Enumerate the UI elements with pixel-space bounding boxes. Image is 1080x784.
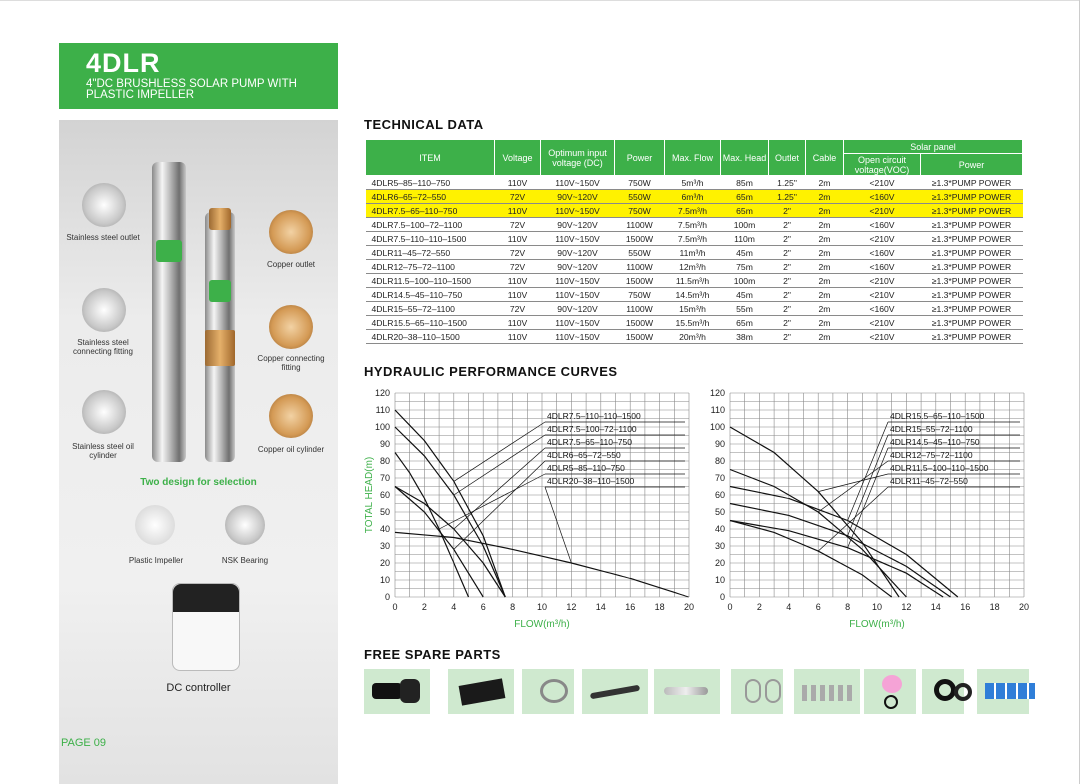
table-cell-head: 100m	[721, 218, 769, 232]
technical-data-table	[365, 139, 1023, 344]
y-tick-label: 10	[379, 575, 390, 585]
table-cell-optimum: 110V~150V	[541, 176, 615, 190]
series-legend-label: 4DLR7.5–110–110–1500	[547, 411, 641, 421]
legend-leader-line	[454, 461, 545, 549]
part-label: Stainless steel outlet	[66, 233, 140, 242]
table-cell-head: 75m	[721, 260, 769, 274]
table-cell-item: 4DLR5–85–110–750	[366, 176, 495, 190]
table-cell-optimum: 110V~150V	[541, 288, 615, 302]
table-cell-item: 4DLR15.5–65–110–1500	[366, 316, 495, 330]
table-cell-outlet: 2"	[769, 288, 806, 302]
table-row	[366, 316, 1023, 330]
part-label: Copper connecting fitting	[257, 354, 325, 372]
table-cell-solar-power: ≥1.3*PUMP POWER	[921, 204, 1023, 218]
table-cell-power: 550W	[615, 190, 665, 204]
model-subtitle: 4"DC BRUSHLESS SOLAR PUMP WITH PLASTIC IMPELLER	[86, 78, 297, 101]
y-tick-label: 30	[379, 541, 390, 551]
table-cell-voc: <210V	[844, 288, 921, 302]
table-cell-head: 100m	[721, 274, 769, 288]
copper-outlet-part	[209, 208, 231, 230]
table-cell-outlet: 2"	[769, 316, 806, 330]
y-tick-label: 80	[714, 456, 725, 466]
table-cell-cable: 2m	[806, 232, 844, 246]
part-label: Stainless steel oil cylinder	[72, 442, 134, 460]
x-tick-label: 2	[421, 602, 427, 612]
table-row	[366, 232, 1023, 246]
copper-outlet-icon	[269, 210, 313, 254]
col-header-voltage: Voltage	[495, 140, 541, 176]
table-cell-optimum: 110V~150V	[541, 274, 615, 288]
table-cell-optimum: 110V~150V	[541, 232, 615, 246]
product-image-panel	[59, 120, 338, 784]
performance-chart-right	[690, 383, 1035, 633]
table-cell-flow: 14.5m³/h	[665, 288, 721, 302]
table-row	[366, 288, 1023, 302]
x-tick-label: 20	[1018, 602, 1030, 612]
table-cell-voltage: 110V	[495, 274, 541, 288]
technical-data-title: TECHNICAL DATA	[364, 117, 484, 132]
page-border	[0, 0, 1080, 1]
table-cell-power: 750W	[615, 288, 665, 302]
x-tick-label: 20	[683, 602, 695, 612]
table-cell-flow: 7.5m³/h	[665, 232, 721, 246]
y-tick-label: 50	[714, 507, 725, 517]
series-legend-label: 4DLR6–65–72–550	[547, 450, 621, 460]
y-tick-label: 100	[709, 422, 725, 432]
x-tick-label: 4	[451, 602, 457, 612]
x-tick-label: 14	[930, 602, 941, 612]
pump-stainless-image	[152, 162, 186, 462]
table-cell-flow: 5m³/h	[665, 176, 721, 190]
x-tick-label: 0	[727, 602, 733, 612]
table-cell-voc: <210V	[844, 330, 921, 344]
rubber-sleeve-icon	[448, 669, 514, 714]
y-tick-label: 100	[374, 422, 390, 432]
table-cell-outlet: 2"	[769, 274, 806, 288]
table-cell-head: 85m	[721, 176, 769, 190]
nsk-bearing-icon	[225, 505, 265, 545]
x-tick-label: 6	[815, 602, 821, 612]
table-cell-item: 4DLR7.5–110–110–1500	[366, 232, 495, 246]
series-legend-label: 4DLR15.5–65–110–1500	[890, 411, 985, 421]
hose-clamp-icon	[522, 669, 574, 714]
table-row	[366, 218, 1023, 232]
col-header-solar: Solar panel	[844, 140, 1023, 154]
y-tick-label: 0	[384, 592, 390, 602]
table-row	[366, 330, 1023, 344]
cable-gland-icon	[654, 669, 720, 714]
table-cell-flow: 15.5m³/h	[665, 316, 721, 330]
table-cell-solar-power: ≥1.3*PUMP POWER	[921, 330, 1023, 344]
table-cell-outlet: 2"	[769, 302, 806, 316]
y-axis-label: TOTAL HEAD(m)	[364, 456, 375, 534]
table-cell-head: 55m	[721, 302, 769, 316]
dc-controller-image	[172, 583, 240, 671]
table-row	[366, 190, 1023, 204]
table-cell-power: 1100W	[615, 260, 665, 274]
table-cell-voc: <160V	[844, 260, 921, 274]
wire-hook-icon	[731, 669, 783, 714]
performance-chart-left	[355, 383, 700, 633]
y-tick-label: 60	[379, 490, 390, 500]
table-cell-flow: 15m³/h	[665, 302, 721, 316]
table-cell-item: 4DLR12–75–72–1100	[366, 260, 495, 274]
y-tick-label: 70	[379, 473, 390, 483]
copper-fitting-part	[205, 330, 235, 366]
table-cell-cable: 2m	[806, 330, 844, 344]
table-cell-solar-power: ≥1.3*PUMP POWER	[921, 246, 1023, 260]
header-banner	[59, 43, 338, 109]
table-row	[366, 302, 1023, 316]
y-tick-label: 50	[379, 507, 390, 517]
table-cell-voltage: 72V	[495, 246, 541, 260]
table-cell-cable: 2m	[806, 204, 844, 218]
table-cell-cable: 2m	[806, 288, 844, 302]
table-cell-head: 65m	[721, 190, 769, 204]
x-tick-label: 12	[566, 602, 577, 612]
table-cell-voltage: 72V	[495, 190, 541, 204]
x-tick-label: 16	[960, 602, 971, 612]
table-cell-head: 45m	[721, 288, 769, 302]
y-tick-label: 0	[719, 592, 725, 602]
table-cell-head: 110m	[721, 232, 769, 246]
cable-plug-icon	[364, 669, 430, 714]
series-legend-label: 4DLR7.5–100–72–1100	[547, 424, 637, 434]
table-cell-voltage: 110V	[495, 176, 541, 190]
table-cell-voltage: 110V	[495, 316, 541, 330]
table-cell-power: 750W	[615, 176, 665, 190]
series-legend-label: 4DLR15–55–72–1100	[890, 424, 973, 434]
legend-leader-line	[545, 487, 571, 563]
y-tick-label: 120	[374, 388, 390, 398]
series-legend-label: 4DLR20–38–110–1500	[547, 476, 635, 486]
table-cell-optimum: 90V~120V	[541, 218, 615, 232]
table-cell-item: 4DLR7.5–100–72–1100	[366, 218, 495, 232]
table-cell-power: 1100W	[615, 302, 665, 316]
table-cell-solar-power: ≥1.3*PUMP POWER	[921, 302, 1023, 316]
table-cell-flow: 7.5m³/h	[665, 218, 721, 232]
table-cell-outlet: 2"	[769, 204, 806, 218]
table-cell-item: 4DLR11.5–100–110–1500	[366, 274, 495, 288]
table-cell-voltage: 72V	[495, 302, 541, 316]
part-label: Copper outlet	[266, 260, 316, 269]
x-tick-label: 2	[756, 602, 762, 612]
part-label: Copper oil cylinder	[257, 445, 325, 454]
table-cell-voc: <160V	[844, 218, 921, 232]
table-cell-cable: 2m	[806, 274, 844, 288]
x-tick-label: 0	[392, 602, 398, 612]
table-cell-solar-power: ≥1.3*PUMP POWER	[921, 176, 1023, 190]
series-legend-label: 4DLR7.5–65–110–750	[547, 437, 632, 447]
table-cell-cable: 2m	[806, 218, 844, 232]
y-tick-label: 40	[379, 524, 390, 534]
table-cell-optimum: 90V~120V	[541, 246, 615, 260]
table-cell-item: 4DLR20–38–110–1500	[366, 330, 495, 344]
table-cell-voc: <210V	[844, 232, 921, 246]
x-tick-label: 8	[510, 602, 516, 612]
table-cell-voltage: 110V	[495, 232, 541, 246]
x-axis-label: FLOW(m³/h)	[514, 619, 570, 630]
legend-leader-line	[454, 422, 545, 481]
series-legend-label: 4DLR14.5–45–110–750	[890, 437, 980, 447]
table-cell-optimum: 110V~150V	[541, 316, 615, 330]
col-header-voc: Open circuit voltage(VOC)	[844, 154, 921, 176]
table-cell-voltage: 72V	[495, 218, 541, 232]
legend-leader-line	[454, 448, 545, 529]
y-tick-label: 90	[714, 439, 725, 449]
table-cell-item: 4DLR6–65–72–550	[366, 190, 495, 204]
table-cell-solar-power: ≥1.3*PUMP POWER	[921, 190, 1023, 204]
y-tick-label: 60	[714, 490, 725, 500]
table-cell-cable: 2m	[806, 190, 844, 204]
col-header-cable: Cable	[806, 140, 844, 176]
brand-logo-icon	[156, 240, 182, 262]
bearing-label: NSK Bearing	[221, 556, 269, 565]
x-tick-label: 18	[989, 602, 1000, 612]
table-cell-optimum: 90V~120V	[541, 260, 615, 274]
table-row	[366, 260, 1023, 274]
table-cell-cable: 2m	[806, 176, 844, 190]
table-cell-flow: 11.5m³/h	[665, 274, 721, 288]
x-tick-label: 10	[871, 602, 883, 612]
table-cell-voltage: 72V	[495, 260, 541, 274]
col-header-solar-power: Power	[921, 154, 1023, 176]
table-cell-optimum: 110V~150V	[541, 204, 615, 218]
table-cell-head: 45m	[721, 246, 769, 260]
x-tick-label: 10	[536, 602, 548, 612]
table-cell-voltage: 110V	[495, 330, 541, 344]
controller-display	[173, 584, 239, 612]
table-cell-outlet: 2"	[769, 232, 806, 246]
table-cell-optimum: 90V~120V	[541, 302, 615, 316]
table-cell-power: 1500W	[615, 316, 665, 330]
impeller-label: Plastic Impeller	[128, 556, 184, 565]
table-cell-voltage: 110V	[495, 204, 541, 218]
spare-parts-title: FREE SPARE PARTS	[364, 647, 501, 662]
table-cell-flow: 20m³/h	[665, 330, 721, 344]
x-tick-label: 6	[480, 602, 486, 612]
y-tick-label: 110	[375, 405, 390, 415]
table-cell-solar-power: ≥1.3*PUMP POWER	[921, 274, 1023, 288]
col-header-optimum: Optimum input voltage (DC)	[541, 140, 615, 176]
tape-and-oring-icon	[864, 669, 916, 714]
y-tick-label: 40	[714, 524, 725, 534]
table-cell-optimum: 110V~150V	[541, 330, 615, 344]
y-tick-label: 20	[714, 558, 725, 568]
table-cell-voc: <210V	[844, 204, 921, 218]
y-tick-label: 10	[714, 575, 725, 585]
table-cell-head: 65m	[721, 316, 769, 330]
table-cell-outlet: 1.25"	[769, 190, 806, 204]
table-cell-flow: 7.5m³/h	[665, 204, 721, 218]
x-tick-label: 16	[625, 602, 636, 612]
table-cell-head: 65m	[721, 204, 769, 218]
page-number: PAGE 09	[61, 737, 107, 749]
design-selection-label: Two design for selection	[140, 477, 257, 488]
table-cell-flow: 6m³/h	[665, 190, 721, 204]
col-header-head: Max. Head	[721, 140, 769, 176]
y-tick-label: 30	[714, 541, 725, 551]
x-tick-label: 14	[595, 602, 606, 612]
table-cell-cable: 2m	[806, 246, 844, 260]
table-cell-power: 1100W	[615, 218, 665, 232]
series-legend-label: 4DLR11.5–100–110–1500	[890, 463, 989, 473]
insulation-tape-icon	[922, 669, 964, 714]
table-cell-item: 4DLR11–45–72–550	[366, 246, 495, 260]
series-line	[395, 453, 469, 598]
table-cell-power: 1500W	[615, 330, 665, 344]
series-line	[730, 487, 958, 598]
table-cell-voc: <210V	[844, 316, 921, 330]
table-cell-cable: 2m	[806, 316, 844, 330]
x-tick-label: 12	[901, 602, 912, 612]
y-tick-label: 90	[379, 439, 390, 449]
table-cell-voc: <210V	[844, 176, 921, 190]
table-cell-flow: 11m³/h	[665, 246, 721, 260]
table-cell-optimum: 90V~120V	[541, 190, 615, 204]
screws-icon	[794, 669, 860, 714]
table-row	[366, 246, 1023, 260]
table-cell-solar-power: ≥1.3*PUMP POWER	[921, 288, 1023, 302]
table-cell-flow: 12m³/h	[665, 260, 721, 274]
table-cell-voc: <210V	[844, 274, 921, 288]
copper-oil-cylinder-icon	[269, 394, 313, 438]
y-tick-label: 20	[379, 558, 390, 568]
curves-title: HYDRAULIC PERFORMANCE CURVES	[364, 364, 618, 379]
stainless-steel-oil-cylinder-icon	[82, 390, 126, 434]
plastic-impeller-icon	[135, 505, 175, 545]
y-tick-label: 70	[714, 473, 725, 483]
series-legend-label: 4DLR12–75–72–1100	[890, 450, 973, 460]
controller-label: DC controller	[166, 682, 231, 694]
brand-logo-icon	[209, 280, 231, 302]
table-cell-outlet: 2"	[769, 246, 806, 260]
table-cell-solar-power: ≥1.3*PUMP POWER	[921, 232, 1023, 246]
table-row	[366, 204, 1023, 218]
table-cell-power: 1500W	[615, 274, 665, 288]
table-cell-voc: <160V	[844, 302, 921, 316]
table-cell-voc: <160V	[844, 246, 921, 260]
table-cell-cable: 2m	[806, 302, 844, 316]
y-tick-label: 110	[710, 405, 725, 415]
table-cell-item: 4DLR14.5–45–110–750	[366, 288, 495, 302]
terminal-connector-icon	[977, 669, 1029, 714]
part-label: Stainless steel connecting fitting	[72, 338, 134, 356]
col-header-flow: Max. Flow	[665, 140, 721, 176]
stainless-steel-outlet-icon	[82, 183, 126, 227]
table-cell-outlet: 2"	[769, 218, 806, 232]
table-cell-outlet: 2"	[769, 330, 806, 344]
col-header-power: Power	[615, 140, 665, 176]
stainless-steel-connecting-fitting-icon	[82, 288, 126, 332]
x-tick-label: 4	[786, 602, 792, 612]
table-cell-power: 550W	[615, 246, 665, 260]
y-tick-label: 120	[709, 388, 725, 398]
x-tick-label: 8	[845, 602, 851, 612]
series-legend-label: 4DLR5–85–110–750	[547, 463, 625, 473]
table-cell-outlet: 2"	[769, 260, 806, 274]
series-legend-label: 4DLR11–45–72–550	[890, 476, 968, 486]
table-cell-solar-power: ≥1.3*PUMP POWER	[921, 316, 1023, 330]
col-header-outlet: Outlet	[769, 140, 806, 176]
table-cell-item: 4DLR7.5–65–110–750	[366, 204, 495, 218]
x-axis-label: FLOW(m³/h)	[849, 619, 905, 630]
model-title: 4DLR	[86, 48, 161, 78]
table-cell-cable: 2m	[806, 260, 844, 274]
table-cell-voc: <160V	[844, 190, 921, 204]
legend-leader-line	[818, 474, 888, 492]
table-cell-power: 750W	[615, 204, 665, 218]
table-cell-solar-power: ≥1.3*PUMP POWER	[921, 260, 1023, 274]
table-row	[366, 274, 1023, 288]
copper-connecting-fitting-icon	[269, 305, 313, 349]
table-cell-solar-power: ≥1.3*PUMP POWER	[921, 218, 1023, 232]
y-tick-label: 80	[379, 456, 390, 466]
col-header-item: ITEM	[366, 140, 495, 176]
screwdriver-icon	[582, 669, 648, 714]
table-cell-voltage: 110V	[495, 288, 541, 302]
table-cell-item: 4DLR15–55–72–1100	[366, 302, 495, 316]
x-tick-label: 18	[654, 602, 665, 612]
table-cell-outlet: 1.25"	[769, 176, 806, 190]
table-cell-head: 38m	[721, 330, 769, 344]
table-cell-power: 1500W	[615, 232, 665, 246]
table-row	[366, 176, 1023, 190]
